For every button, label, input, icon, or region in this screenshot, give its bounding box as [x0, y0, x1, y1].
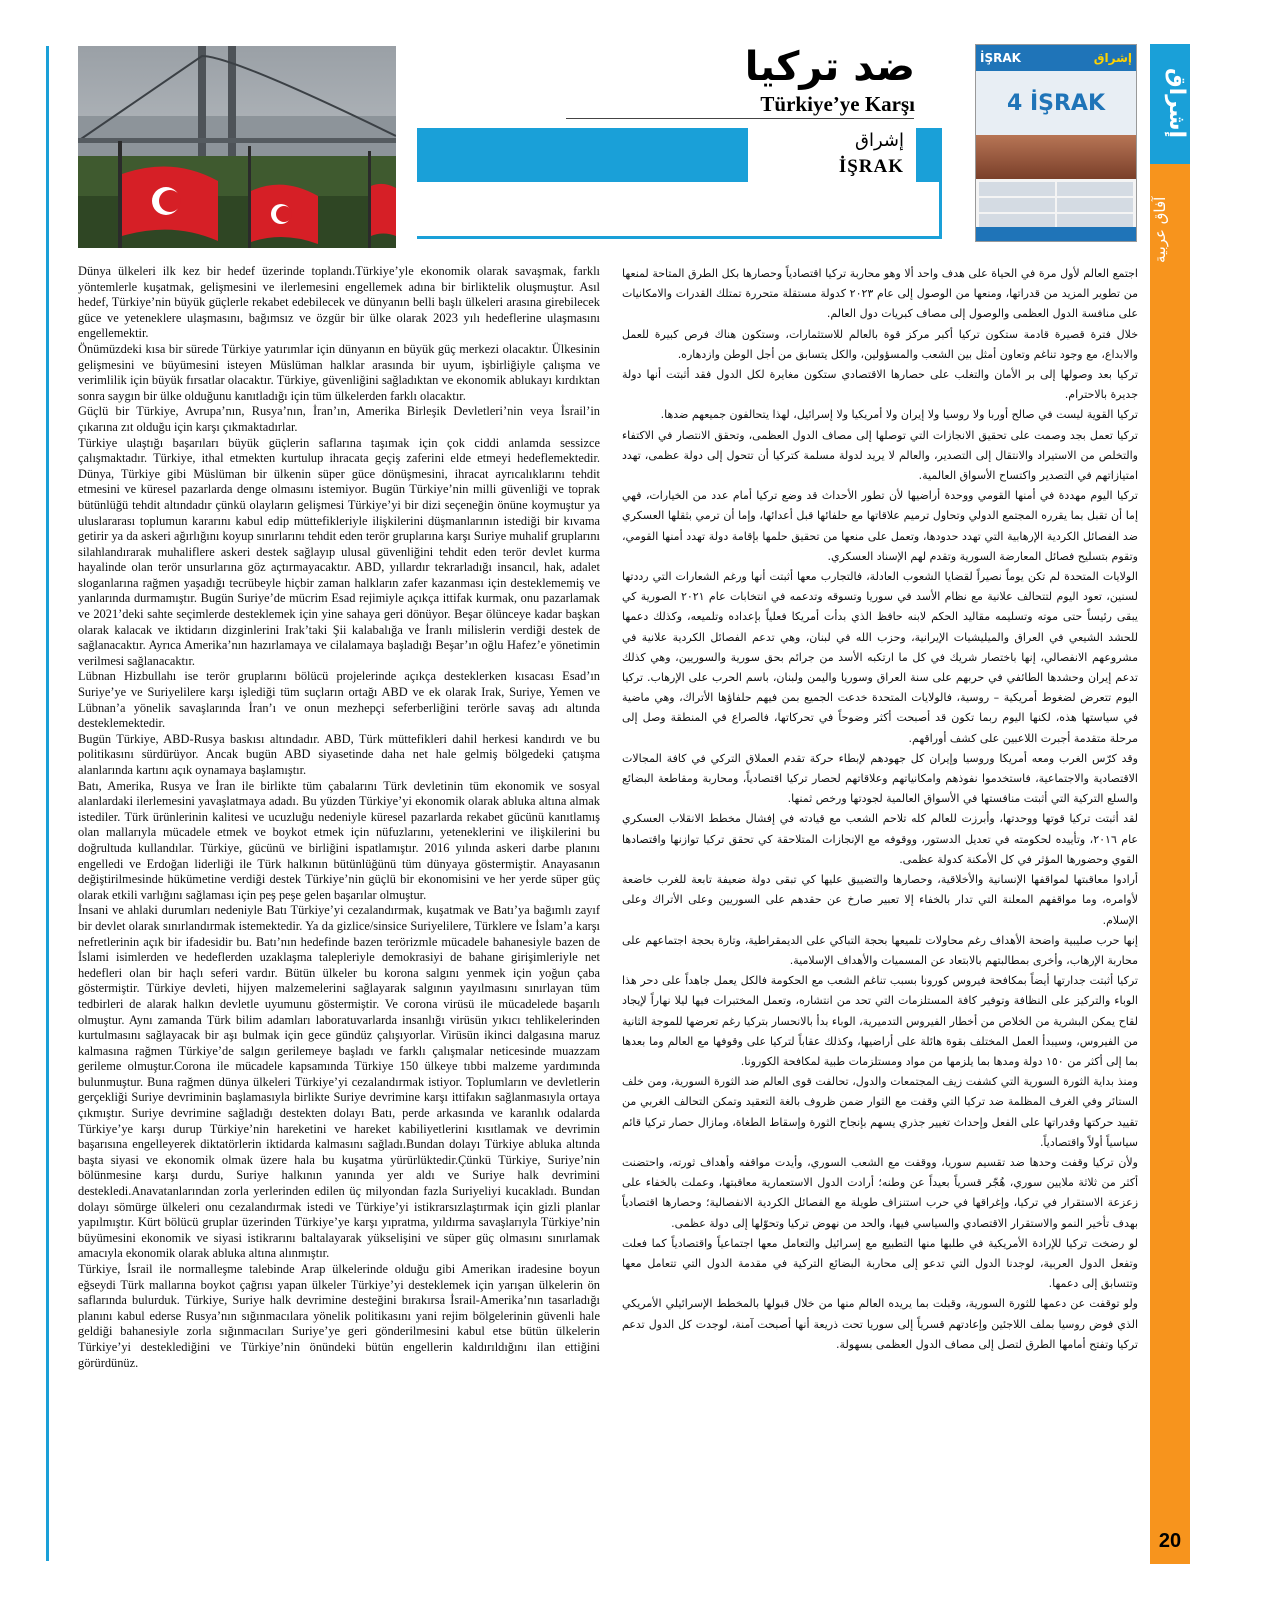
bosphorus-flags-photo	[78, 46, 396, 248]
arabic-paragraph: إنها حرب صليبية واضحة الأهداف رغم محاولات تلميعها بحجة التباكي على الديمقراطية، وتارة بحجة اجتماعهم على محاربة الإرهاب، وأخرى بمطالبتهم بالابتعاد عن المسميات والأهداف الإسلامية.	[622, 933, 1138, 967]
magazine-logo: إشراق	[1164, 67, 1189, 139]
arabic-paragraph: خلال فترة قصيرة قادمة ستكون تركيا أكبر مركز قوة بالعالم للاستثمارات، وستكون هناك فرص كبيرة للعمل والابداع، مع وجود تناغم وتعاون أمثل بين الشعب والمسؤولين، والكل يتسابق من أجل الوطن وازدهاره.	[622, 327, 1138, 361]
arabic-article-column	[622, 264, 1138, 1554]
blue-frame-vertical	[939, 128, 942, 238]
cover-logo-latin: İŞRAK	[980, 51, 1021, 65]
arabic-paragraph: الولايات المتحدة لم تكن يوماً نصيراً لقضايا الشعوب العادلة، فالتجارب معها أثبتت أنها ورغم الشعارات التي رددتها لسنين، تعود اليوم لتتحالف علانية مع نظام الأسد في سوريا وتسوقه وتدعمه في انتخابات عام ٢٠٢١ الصورية كي يبقى رئيساً حتى موته وتسليمه مقاليد الحكم لابنه حافظ الذي بدأت أمريكا فعلياً بإعداده وتلميعه، وكذلك دعمها للحشد الشيعي في العراق والميليشيات الإيرانية، وحزب الله في لبنان، وهي تدعم الفصائل الكردية علانية في مشروعهم الانفصالي، إنها باختصار شريك في كل ما ارتكبه الأسد من جرائم بحق سورية والسوريين، وهي كذلك تدعم إيران وحشدها الطائفي في حربهم على سنة العراق وسوريا واليمن ولبنان، باسم الحرب على الإرهاب. تركيا اليوم تتعرض لضغوط أمريكية – روسية، فالولايات المتحدة خدعت الجميع بمن فيهم حلفاؤها الأتراك، وهي ماضية في سياستها هذه، لكنها اليوم ربما تكون قد أصبحت أكثر وضوحاً في تحركاتها، فالصراع في المنطقة وصل إلى مرحلة متقدمة أجبرت اللاعبين على كشف أوراقهم.	[622, 570, 1138, 745]
turkish-article-column	[78, 264, 600, 1554]
turkish-paragraph: Türkiye ulaştığı başarıları büyük güçlerin saflarına taşımak için çok ciddi anlamda sessizce çalışmaktadır. Türkiye, ithal etmekten kurtulup ihracata geçiş zaferini elde etmeyi hedeflemektedir. Dünya, Türkiye gibi Müslüman bir ülkenin süper güce dönüşmesini, ihracat ayrıcalıklarını tehdit etmesini ve küresel pazarlarda denge olmasını istemiyor. Bugün Türkiye’nin milli güvenliği ve toprak bütünlüğü tehdit altındadır çünkü olayların gelişmesi Türkiye’yi bir dizi seçeneğin önüne koymuştur ya uluslararası toplumun kararını kabul edip müttefikleriyle ilişkilerini düşmanlarının istediği bir kıvama getirir ya da askeri ağırlığını koyup sınırlarını tehdit eden terör gruplarına karşı Suriye muhalif gruplarını silahlandırarak muhaliflere askeri destek sağlayıp ulusal güvenliğini tehdit eden terör devlet kurma hayalinde olan terör unsurlarına göz açtırmayacaktır. ABD, yıllardır tekrarladığı insancıl, hak, adalet sloganlarına rağmen yaşadığı tecrübeyle hiçbir zaman halkların zafer kazanması için desteklememiş ve yanlarında durmamıştır. Bugün Suriye’de mücrim Esad rejimiyle açıkça ittifak kurmak, onu pazarlamak ve 2021’deki sahte seçimlerde desteklemek için yine sahaya geri dönüyor. Beşar ölünceye kadar başkan olarak kalacak ve iktidarın dizginlerini Irak’taki Şii kalabalığa ve İranlı milislerin verdiği destek de sağlanacaktır. Ayrıca Amerika’nın hazırlamaya ve cilalamaya başladığı Beşar’ın oğlu Hafez’e yönetimin verilmesi sağlanacaktır.	[78, 435, 600, 668]
arabic-paragraph: تركيا أثبتت جدارتها أيضاً بمكافحة فيروس كورونا بسبب تناغم الشعب مع الحكومة فالكل يعمل جاهداً على دحر هذا الوباء والتركيز على النظافة وتوفير كافة المستلزمات التي تحد من انتشاره، وتعمل المختبرات فيها ليلا نهاراً لإيجاد لقاح يمكن البشرية من الخلاص من أخطار الفيروس التدميرية، الوباء بدأ بالانحسار بتركيا رغم تعرضها للموجة الثانية من الفيروس، وسيبدأ العمل المختلف بقوة هائلة على أراضيها، وكذلك عقاباً لتركيا على وقوفها مع العالم وما بعدها بما إلى أكثر من ١٥٠ دولة ومدها بما يلزمها من مواد ومستلزمات طبية لمكافحة الكورونا.	[622, 974, 1138, 1068]
cover-logo-arabic: إشراق	[1093, 51, 1132, 65]
arabic-paragraph: لو رضخت تركيا للإرادة الأمريكية في طلبها منها التطبيع مع إسرائيل والتعامل معها اجتماعياً واقتصادياً كما فعلت وتفعل الدول العربية، لوجدنا الدول التي تدعو إلى محاربة البضائع التركية في مقدمة الدول التي تتعامل معها وتتسابق إلى دعمها.	[622, 1236, 1138, 1291]
magazine-cover-thumbnail	[975, 44, 1137, 242]
arabic-paragraph: تركيا القوية ليست في صالح أوربا ولا روسيا ولا إيران ولا أمريكيا ولا إسرائيل، لهذا يتحالفون جميعهم ضدها.	[660, 408, 1138, 422]
arabic-paragraph: لقد أثبتت تركيا قوتها ووحدتها، وأبرزت للعالم كله تلاحم الشعب مع قيادته في إفشال مخطط الانقلاب العسكري عام ٢٠١٦، وتأييده لحكومته في تعديل الدستور، ووقوفه مع الإنجازات المتلاحقة كي تحقق تركيا توازنها واقتصادها القوي وحضورها المؤثر في كل الأمكنة كدولة عظمى.	[622, 812, 1138, 866]
article-title-arabic: ضد تركيا	[744, 44, 915, 90]
arabic-paragraph: أرادوا معاقبتها لمواقفها الإنسانية والأخلاقية، وحصارها والتضييق عليها كي تبقى دولة ضعيفة تابعة للغرب خاضعة لأوامره، وما مواقفهم المعلنة التي تدار بالخفاء إلا تعبير صارخ عن حقدهم على السوريين وعلى الأتراك وعلى الإسلام.	[622, 873, 1138, 927]
cover-header	[976, 45, 1136, 71]
turkish-paragraph: Bugün Türkiye, ABD-Rusya baskısı altındadır. ABD, Türk müttefikleri dahil herkesi kandırdı ve bu politikasını sürdürüyor. Ancak bugün ABD siyasetinde daha net hale gelmiş bölgedeki çatışma alanlarında kartını açık oynamaya başlamıştır.	[78, 731, 600, 777]
turkish-paragraph: Dünya ülkeleri ilk kez bir hedef üzerinde toplandı.Türkiye’yle ekonomik olarak savaşmak, farklı yöntemlerle kuşatmak, gelişmesini ve ilerlemesini engellemek adına bir birliktelik oluşmuştur. Asıl hedef, Türkiye’nin büyük güçlerle rekabet edebilecek ve dünyanın belli başlı ülkeleri arasına girebilecek güce ve yeteneklere ulaşmasını, bağımsız ve özgür bir ülke olarak 2023 yılı hedeflerine ulaşmasını engellemektir.	[78, 264, 600, 341]
arabic-paragraph: تركيا تعمل بجد وصمت على تحقيق الانجازات التي توصلها إلى مصاف الدول العظمى، وتحقق الانتصار في الاكتفاء والتخلص من الاستيراد والانتقال إلى التصدير، والعالم لا يريد لدولة مسلمة كتركيا أن تتحول إلى دولة عظمى، تهدد امتيازاتهم في التصدير واكتساح الأسواق العالمية.	[622, 428, 1138, 483]
article-title-turkish: Türkiye’ye Karşı	[760, 92, 915, 116]
arabic-paragraph: تركيا اليوم مهددة في أمنها القومي ووحدة أراضيها لأن تطور الأحداث قد وضع تركيا أمام عدد من الخيارات، فهي إما أن تقبل بما يقرره المجتمع الدولي وتحاول ترميم علاقاتها مع حلفائها قبل أعدائها، وإما أن ترمي بثقلها العسكري ضد الفصائل الكردية الإرهابية التي تهدد حدودها، وتعمل على منعها من تحقيق حلمها بإقامة دولة تهدد أمنها القومي، وتقوم بتسليح فصائل المعارضة السورية وتقدم لهم الإسناد العسكري.	[622, 489, 1138, 563]
arabic-paragraph: ولو توقفت عن دعمها للثورة السورية، وقبلت بما يريده العالم منها من خلال قبولها بالمخطط الإسرائيلي الأمريكي الذي فوض روسيا بملف اللاجئين وإعادتهم قسرياً إلى سوريا تحت ذريعة أنها أصبحت آمنة، لوجدت كل الدول تدعم تركيا وتفتح أمامها الطرق لتصل إلى مصاف الدول العظمى بسهولة.	[622, 1297, 1138, 1351]
cover-issue-title: 4 İŞRAK	[976, 71, 1136, 135]
author-turkish: İŞRAK	[838, 156, 904, 177]
turkish-paragraph: Lübnan Hizbullahı ise terör gruplarını bölücü projelerinde açıkça desteklerken kısacası Esad’ın Suriye’ye ve Suriyelilere karşı işlediği tüm suçların ortağı ABD ve ek olarak Irak, Suriye, Yemen ve Lübnan’a yönelik savaşlarında İran’ı ve onun mezhepçi seferberliğini terörle savaş adı altında desteklemektedir.	[78, 669, 600, 731]
turkish-paragraph: İnsani ve ahlaki durumları nedeniyle Batı Türkiye’yi cezalandırmak, kuşatmak ve Batı’ya bağımlı zayıf bir devlet olarak sınırlandırmak istemektedir. Ya da gizlice/sinsice Suriyelilere, Türklere ve İslam’a karşı nefretlerinin açık bir ifadesidir bu. Batı’nın hedefinde bazen terörizmle mücadele bahanesiyle bazen de İslami isimlerden ve hedeflerden uzaklaşma talepleriyle demokrasiyi de bahane girişimleriyle net hedefleri olan bir haçlı seferi vardır. Bütün ülkeler bu korona salgını yenmek için yoğun çaba göstermiştir. Türkiye devleti, hijyen malzemelerini sağlayarak salgının yayılmasını sınırlayan tüm tedbirleri de alarak halkın devletle uyumunu göstermiştir. Ve corona virüsü ile mücadelede başarılı olmuştur. Aynı zamanda Türk bilim adamları laboratuvarlarda insanlığı virüsün yıkıcı tehlikelerinden kurtulmasını sağlayacak bir aşı bulmak için gece gündüz çalışıyorlar. Virüsün ikinci dalgasına maruz kalmasına rağmen Türkiye’de salgın gerilemeye başladı ve farklı çalışmalar neticesinde muazzam gerileme olmuştur.Corona ile mücadele kapsamında Türkiye 150 ülkeye tıbbi malzeme yardımında bulunmuştur. Buna rağmen dünya ülkeleri Türkiye’yi cezalandırmak istiyor. Toplumların ve devletlerin gerçekliği Suriye devriminin başlamasıyla birlikte Suriye devrimine karşı ittifakın sağlanmasıyla ortaya çıkmıştır. Suriye devrimine sağladığı destekten dolayı Batı, perde arkasında ve karanlık odalarda Türkiye’ye karşı durup Türkiye’nin hareketini ve hareket kabiliyetlerini kısıtlamak ve devrimin başarısına engelleyerek diktatörlerin iktidarda kalmasını sağladı.Bundan dolayı Türkiye abluka altında başta siyasi ve ekonomik olmak üzere hala bu kuşatma yürürlüktedir.Çünkü Türkiye, Suriye’nin bölünmesine karşı durdu, Suriye halkının yanında yer aldı ve Suriye halk devrimini destekledi.Anavatanlarından zorla yerlerinden edilen üç milyondan fazla Suriyeliyi kucakladı. Bundan dolayı sömürge ülkeleri onu cezalandırmak istedi ve Türkiye’yi istikrarsızlaştırmak için gizli planlar yapılmıştır. Kürt bölücü gruplar üzerinden Türkiye’ye karşı yıpratma, yıldırma savaşlarıyla Türkiye’nin büyümesini ekonomik ve siyasi istikrarını baltalayarak yükselişini ve süper güç olmasını sınırlamak amacıyla ekonomik olarak abluka altına alınmıştır.	[78, 903, 600, 1261]
cover-footer	[976, 227, 1136, 241]
arabic-paragraph: ولأن تركيا وقفت وحدها ضد تقسيم سوريا، ووقفت مع الشعب السوري، وأيدت مواقفه وأهداف ثورته، واحتضنت أكثر من ثلاثة ملايين سوري، هُجّر قسرياً بعيداً عن وطنه؛ أرادت الدول الاستعمارية معاقبتها، وعملت بالخفاء على زعزعة الاستقرار في تركيا، وإغراقها في حرب استنزاف طويلة مع الفصائل الكردية الانفصالية؛ وحصارها اقتصادياً بهدف تأخير النمو والاستقرار الاقتصادي والسياسي فيها، والحد من نهوض تركيا وتحوّلها إلى دولة عظمى.	[622, 1155, 1138, 1230]
turkish-paragraph: Önümüzdeki kısa bir sürede Türkiye yatırımlar için dünyanın en büyük güç merkezi olacaktır. Ülkesinin gelişmesini ve büyümesini isteyen Müslüman halklar arasında bir uyum, işbirliğiyle çalışma ve verimlilik için büyük fırsatlar olacaktır. Türkiye, güvenliğini sağladıktan ve ekonomik ablukayı kırdıktan sonra saygın bir ülke olduğunu kanıtladığı için tüm ülkelerden farklı olacaktır.	[78, 341, 600, 403]
left-blue-rule	[46, 46, 49, 1561]
turkish-paragraph: Türkiye, İsrail ile normalleşme talebinde Arap ülkelerinde olduğu gibi Amerikan iradesine boyun eğseydi Türk mallarına boykot çağrısı yapan ülkeler Türkiye’yi desteklemek için yarışan ülkelerin ön saflarında bulurduk. Türkiye, Suriye halk devrimine desteğini bırakırsa İsrail-Amerika’nın tasarladığı planını kabul ederse Rusya’nın sığınmacılara yönelik politikasını yani rejim bölgelerinin güvenli hale geldiği bahanesiyle zorla sığınmacıları Suriye’ye geri gönderilmesini kabul etse bütün ülkelerin Türkiye’yi desteklediğini ve Türkiye’nin önündeki bütün engellerin kaldırıldığını ilan ettiğini görürdünüz.	[78, 1262, 600, 1370]
cover-photo	[976, 135, 1136, 179]
arabic-paragraph: اجتمع العالم لأول مرة في الحياة على هدف واحد ألا وهو محاربة تركيا اقتصادياً وحصارها بكل الطرق المتاحة لمنعها من تطوير المزيد من قدراتها، ومنعها من الوصول إلى عام ٢٠٢٣ كدولة مستقلة متحررة تمتلك القدرات والامكانيات على منافسة الدول العظمى والوصول إلى مصاف كبريات دول العالم.	[622, 267, 1138, 321]
blue-frame-bottom	[417, 236, 942, 239]
cover-thumbnails	[976, 179, 1136, 231]
photo-illustration	[78, 46, 396, 248]
arabic-paragraph: تركيا بعد وصولها إلى بر الأمان والتغلب على حصارها الاقتصادي ستكون مغايرة لكل الدول فقد أثبتت أنها دولة جديرة بالاحترام.	[622, 368, 1138, 402]
page-number: 20	[1158, 1530, 1182, 1552]
section-label: آفاق عربية	[1151, 196, 1169, 264]
title-divider	[566, 118, 914, 119]
author-arabic: إشراق	[855, 130, 904, 151]
arabic-paragraph: وقد كرّس الغرب ومعه أمريكا وروسيا وإيران كل جهودهم لإبطاء حركة تقدم العملاق التركي في كافة المجالات الاقتصادية والاجتماعية، فاستخدموا نفوذهم وامكانياتهم وعلاقاتهم لحصار تركيا اقتصادياً، ومحاربة ومقاطعة البضائع والسلع التركية التي أثبتت منافستها في الأسواق العالمية لجودتها ورخص ثمنها.	[622, 751, 1138, 806]
turkish-paragraph: Güçlü bir Türkiye, Avrupa’nın, Rusya’nın, İran’ın, Amerika Birleşik Devletleri’nin veya İsrail’in çıkarına zıt olduğu için karşı çıkmaktadırlar.	[78, 404, 600, 434]
author-box	[748, 128, 916, 182]
turkish-paragraph: Batı, Amerika, Rusya ve İran ile birlikte tüm çabalarını Türk devletinin tüm ekonomik ve sosyal alanlardaki ilerlemesini yavaşlatmaya adadı. Bu yüzden Türkiye’yi ekonomik olarak abluka altına almak istediler. Türk ürünlerinin kalitesi ve ucuzluğu nedeniyle küresel pazarlarda rekabet gücünü kanıtlamış olan mallarıyla mücadele etmek ve boykot etmek için nüfuzlarını, yeteneklerini ve ilişkilerini bu doğrultuda kullandılar. Türkiye, gücünü ve birliğini ispatlamıştır. 2016 yılında askeri darbe planını engelledi ve Erdoğan liderliği ile Türk halkının bütünlüğünü tüm dünyaya göstermiştir. Anayasanın değiştirilmesinde hükümetine verdiği destek Türkiye’nin güçlü bir ekonomisini ve her yerde süper güç olarak etkili varlığını sağlaması için peş peşe gelen başarılar olmuştur.	[78, 778, 600, 902]
arabic-paragraph: ومنذ بداية الثورة السورية التي كشفت زيف المجتمعات والدول، تحالفت قوى العالم ضد الثورة السورية، ومن خلف الستائر وفي الغرف المظلمة ضد تركيا التي وقفت مع الثوار ضمن ظروف بالغة التعقيد وتمكن التحالف الغربي من تقييد حركتها وقدراتها على الفعل وإحداث تغيير جذري يسهم بإنجاح الثورة وإسقاط الطغاة، ومازال حصار تركيا قائم سياسياً أولاً واقتصادياً.	[622, 1075, 1138, 1149]
